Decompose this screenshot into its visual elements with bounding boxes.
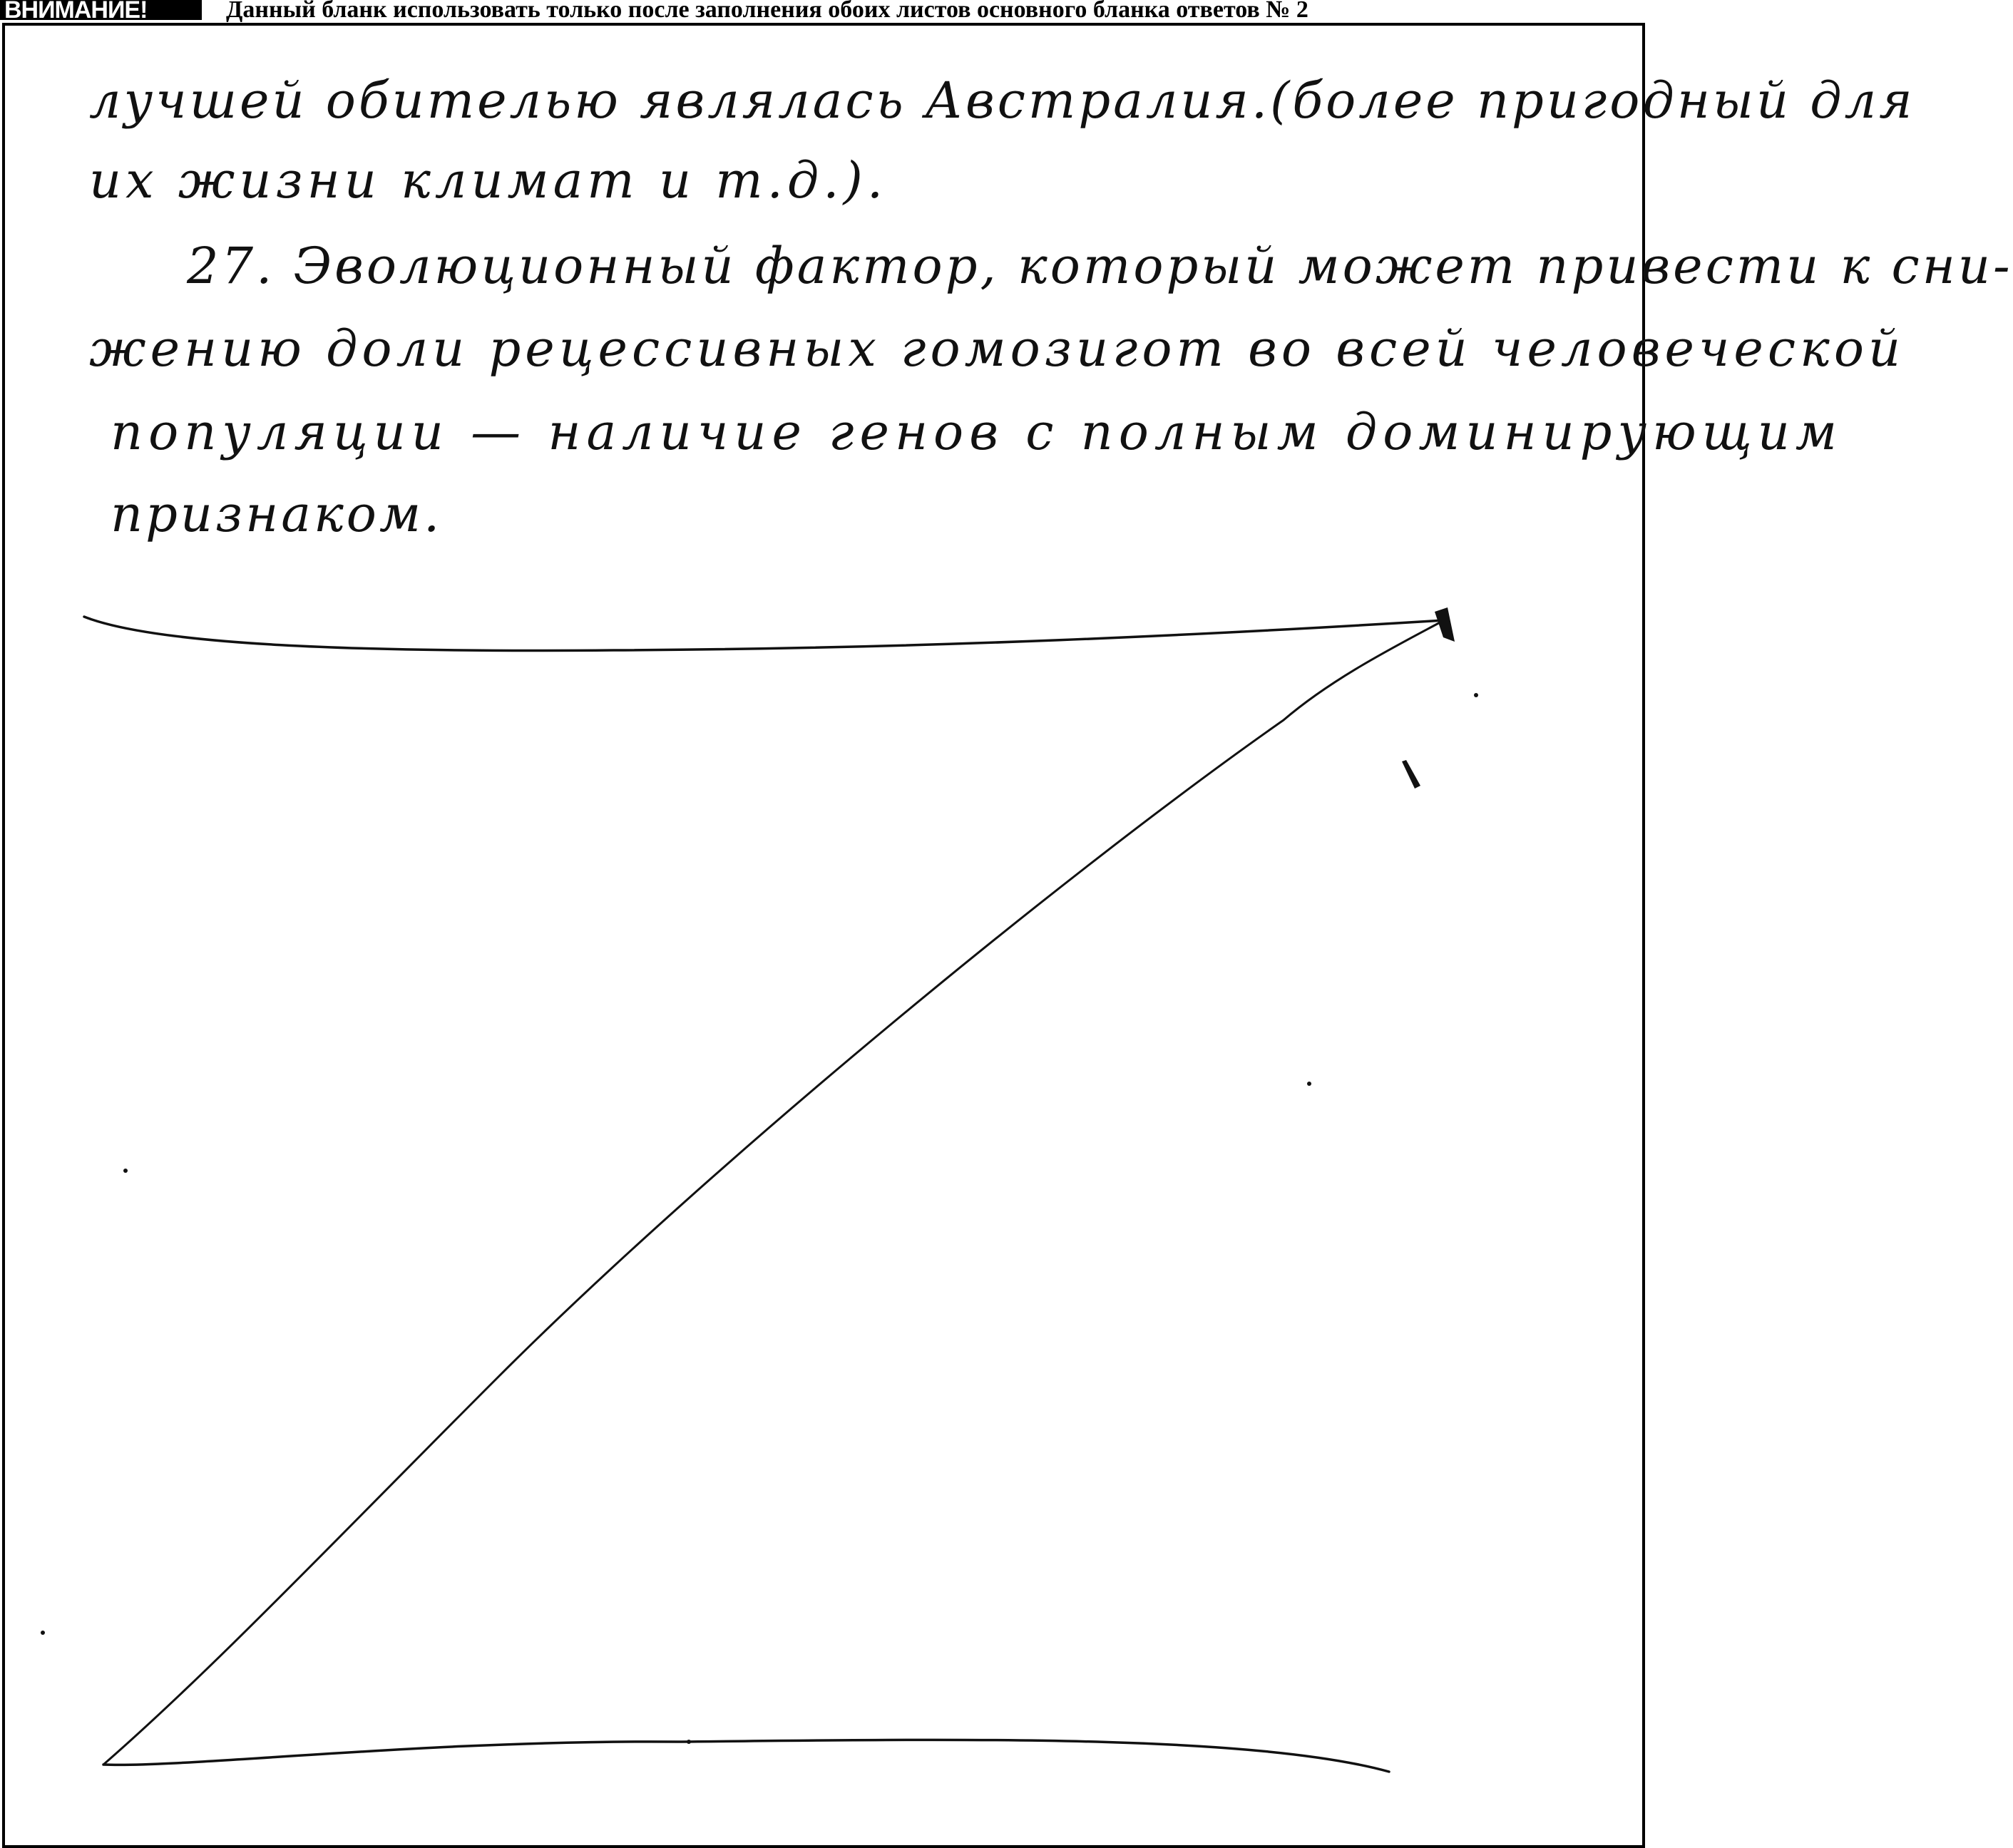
- answer-line-3: 27. Эволюционный фактор, который может привести к сни-: [187, 237, 2013, 295]
- answer-line-5: популяции — наличие генов с полным доминирующим: [111, 403, 1843, 461]
- answer-line-4: жению доли рецессивных гомозигот во всей человеческой: [89, 319, 1905, 378]
- z-diagonal-stroke: [103, 620, 1444, 1765]
- attention-badge: ВНИМАНИЕ!: [0, 0, 202, 20]
- answer-line-1: лучшей обителью являлась Австралия.(более пригодный для: [89, 71, 1915, 130]
- answer-line-6: признаком.: [111, 485, 443, 543]
- z-bottom-stroke: [103, 1740, 1389, 1772]
- z-top-stroke: [84, 617, 1444, 650]
- header-notice: Данный бланк использовать только после заполнения обоих листов основного бланка ответов № 2: [226, 0, 1308, 23]
- ink-specks: [41, 607, 1478, 1744]
- answer-line-2: их жизни климат и т.д.).: [89, 151, 888, 210]
